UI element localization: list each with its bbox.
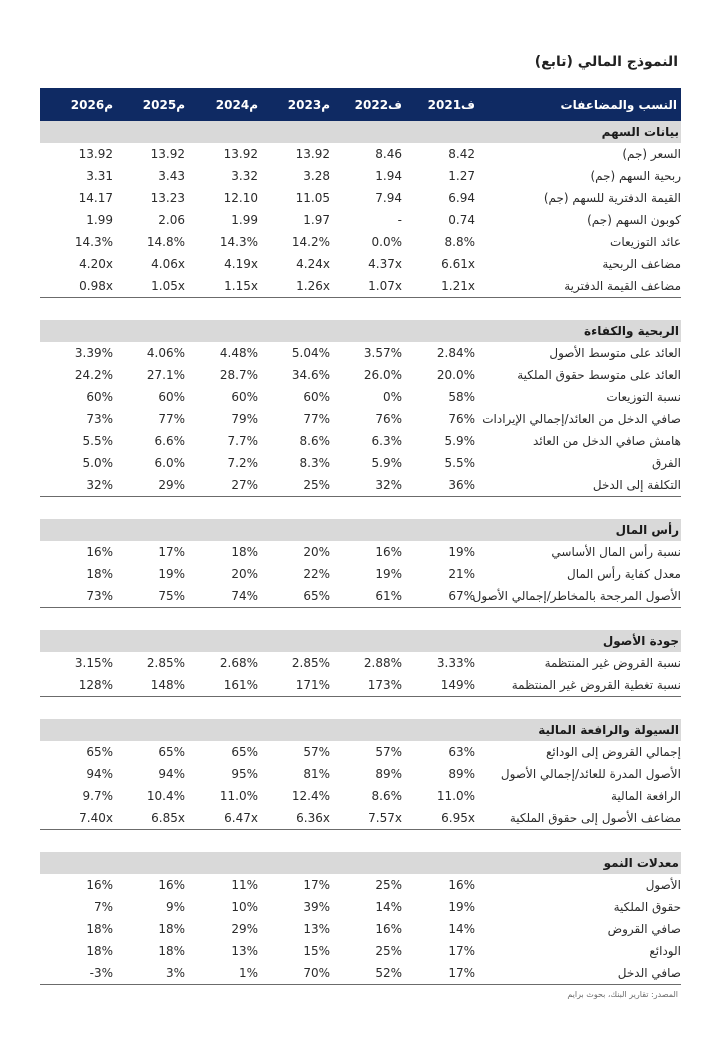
value-cell: 1.26x (296, 279, 330, 293)
table-body (40, 121, 681, 985)
value-cell: 32% (86, 478, 113, 492)
value-cell: 6.94 (448, 191, 475, 205)
value-cell: 79% (231, 412, 258, 426)
section-title-row (40, 852, 681, 874)
table-row (40, 430, 681, 452)
row-label: هامش صافي الدخل من العائد (533, 434, 681, 448)
section-title-row (40, 320, 681, 342)
table-row (40, 896, 681, 918)
table-row (40, 741, 681, 763)
table-row (40, 962, 681, 985)
row-label: نسبة التوزيعات (606, 390, 681, 404)
value-cell: 2.68% (219, 656, 258, 670)
value-cell: 4.06x (151, 257, 185, 271)
value-cell: 18% (158, 944, 185, 958)
section-spacer (40, 298, 681, 320)
value-cell: 1% (238, 966, 258, 980)
value-cell: 1.97 (303, 213, 330, 227)
row-label: القيمة الدفترية للسهم (جم) (543, 191, 681, 205)
value-cell: 7.7% (227, 434, 258, 448)
value-cell: 6.95x (441, 811, 475, 825)
value-cell: 14% (448, 922, 475, 936)
header-year: 2021ف (427, 97, 475, 112)
value-cell: 7.40x (79, 811, 113, 825)
value-cell: 73% (86, 589, 113, 603)
row-label: كوبون السهم (جم) (587, 213, 681, 227)
row-label: صافي الدخل (617, 966, 681, 980)
section-title-row (40, 121, 681, 143)
table-row (40, 253, 681, 275)
header-year: 2023م (287, 97, 330, 112)
value-cell: 12.4% (291, 789, 330, 803)
row-label: العائد على متوسط حقوق الملكية (517, 368, 681, 382)
value-cell: 6.6% (154, 434, 185, 448)
header-label: النسب والمضاعفات (560, 97, 677, 112)
value-cell: 6.61x (441, 257, 475, 271)
value-cell: 14.3% (219, 235, 258, 249)
value-cell: 0.0% (371, 235, 402, 249)
value-cell: 89% (448, 767, 475, 781)
value-cell: 13% (303, 922, 330, 936)
value-cell: 74% (231, 589, 258, 603)
value-cell: 7% (93, 900, 113, 914)
value-cell: -3% (89, 966, 113, 980)
value-cell: 8.6% (299, 434, 330, 448)
row-label: صافي الدخل من العائد/إجمالي الإيرادات (482, 412, 681, 426)
value-cell: 14.2% (291, 235, 330, 249)
value-cell: 17% (303, 878, 330, 892)
value-cell: 11% (231, 878, 258, 892)
row-label: الرافعة المالية (610, 789, 681, 803)
value-cell: 16% (375, 545, 402, 559)
value-cell: 173% (367, 678, 402, 692)
table-row (40, 364, 681, 386)
value-cell: - (397, 213, 402, 227)
value-cell: 3.28 (303, 169, 330, 183)
value-cell: 13.92 (150, 147, 185, 161)
value-cell: 16% (158, 878, 185, 892)
value-cell: 27% (231, 478, 258, 492)
value-cell: 13.92 (223, 147, 258, 161)
value-cell: 7.2% (227, 456, 258, 470)
value-cell: 27.1% (146, 368, 185, 382)
value-cell: 2.06 (158, 213, 185, 227)
value-cell: 58% (448, 390, 475, 404)
value-cell: 13% (231, 944, 258, 958)
value-cell: 5.5% (82, 434, 113, 448)
value-cell: 18% (86, 567, 113, 581)
header-year: 2026م (70, 97, 113, 112)
value-cell: 77% (303, 412, 330, 426)
section-title: رأس المال (615, 523, 679, 537)
value-cell: 76% (448, 412, 475, 426)
value-cell: 63% (448, 745, 475, 759)
value-cell: 12.10 (223, 191, 258, 205)
value-cell: 13.92 (295, 147, 330, 161)
value-cell: 1.94 (375, 169, 402, 183)
value-cell: 8.46 (375, 147, 402, 161)
table-row (40, 187, 681, 209)
row-label: الفرق (652, 456, 681, 470)
row-label: مضاعف القيمة الدفترية (564, 279, 681, 293)
row-label: السعر (جم) (622, 147, 681, 161)
value-cell: 13.23 (150, 191, 185, 205)
value-cell: 57% (303, 745, 330, 759)
value-cell: 19% (448, 545, 475, 559)
source-note: المصدر: تقارير البنك، بحوث برايم (567, 990, 678, 999)
row-label: معدل كفاية رأس المال (567, 567, 681, 581)
value-cell: 4.48% (219, 346, 258, 360)
value-cell: 89% (375, 767, 402, 781)
value-cell: 29% (231, 922, 258, 936)
value-cell: 34.6% (291, 368, 330, 382)
value-cell: 52% (375, 966, 402, 980)
table-row (40, 231, 681, 253)
value-cell: 0% (382, 390, 402, 404)
value-cell: 4.24x (296, 257, 330, 271)
value-cell: 65% (303, 589, 330, 603)
section-title: السيولة والرافعة المالية (538, 723, 679, 737)
section-title-row (40, 719, 681, 741)
value-cell: 4.19x (224, 257, 258, 271)
section-title: بيانات السهم (601, 125, 679, 139)
section-title: جودة الأصول (602, 634, 679, 648)
row-label: الأصول المرجحة بالمخاطر/إجمالي الأصول (472, 589, 681, 603)
value-cell: 73% (86, 412, 113, 426)
value-cell: 1.15x (224, 279, 258, 293)
value-cell: 2.84% (436, 346, 475, 360)
value-cell: 18% (86, 944, 113, 958)
value-cell: 18% (158, 922, 185, 936)
section-title: الربحية والكفاءة (583, 324, 679, 338)
row-label: صافي القروض (607, 922, 681, 936)
section-spacer (40, 830, 681, 852)
value-cell: 149% (440, 678, 475, 692)
row-label: مضاعف الأصول إلى حقوق الملكية (509, 811, 681, 825)
value-cell: 29% (158, 478, 185, 492)
value-cell: 32% (375, 478, 402, 492)
value-cell: 65% (231, 745, 258, 759)
row-label: العائد على متوسط الأصول (549, 346, 681, 360)
row-label: التكلفة إلى الدخل (592, 478, 681, 492)
row-label: حقوق الملكية (613, 900, 681, 914)
table-row (40, 807, 681, 830)
value-cell: 28.7% (219, 368, 258, 382)
value-cell: 6.3% (371, 434, 402, 448)
row-label: إجمالي القروض إلى الودائع (545, 745, 681, 759)
table-row (40, 785, 681, 807)
value-cell: 81% (303, 767, 330, 781)
table-row (40, 585, 681, 608)
value-cell: 60% (231, 390, 258, 404)
value-cell: 11.0% (436, 789, 475, 803)
table-row (40, 874, 681, 896)
value-cell: 14.8% (146, 235, 185, 249)
value-cell: 1.05x (151, 279, 185, 293)
value-cell: 4.20x (79, 257, 113, 271)
section-title: معدلات النمو (603, 856, 679, 870)
value-cell: 8.3% (299, 456, 330, 470)
value-cell: 61% (375, 589, 402, 603)
table-row (40, 474, 681, 497)
value-cell: 1.21x (441, 279, 475, 293)
value-cell: 3.39% (74, 346, 113, 360)
table-row (40, 918, 681, 940)
row-label: نسبة تغطية القروض غير المنتظمة (511, 678, 681, 692)
value-cell: 3.33% (436, 656, 475, 670)
value-cell: 17% (448, 944, 475, 958)
value-cell: 14.17 (78, 191, 113, 205)
value-cell: 25% (375, 878, 402, 892)
value-cell: 16% (86, 545, 113, 559)
value-cell: 95% (231, 767, 258, 781)
value-cell: 5.9% (444, 434, 475, 448)
value-cell: 22% (303, 567, 330, 581)
value-cell: 70% (303, 966, 330, 980)
value-cell: 15% (303, 944, 330, 958)
value-cell: 19% (375, 567, 402, 581)
value-cell: 39% (303, 900, 330, 914)
value-cell: 60% (86, 390, 113, 404)
value-cell: 4.37x (368, 257, 402, 271)
value-cell: 1.99 (231, 213, 258, 227)
value-cell: 4.06% (146, 346, 185, 360)
value-cell: 60% (158, 390, 185, 404)
table-row (40, 452, 681, 474)
value-cell: 20% (231, 567, 258, 581)
value-cell: 9.7% (82, 789, 113, 803)
section-title-row (40, 630, 681, 652)
value-cell: 1.07x (368, 279, 402, 293)
value-cell: 11.0% (219, 789, 258, 803)
value-cell: 75% (158, 589, 185, 603)
row-label: الأصول المدرة للعائد/إجمالي الأصول (500, 767, 681, 781)
table-row (40, 940, 681, 962)
table-row (40, 143, 681, 165)
table-row (40, 541, 681, 563)
value-cell: 10% (231, 900, 258, 914)
value-cell: 57% (375, 745, 402, 759)
value-cell: 26.0% (363, 368, 402, 382)
row-label: نسبة رأس المال الأساسي (551, 545, 681, 559)
value-cell: 0.74 (448, 213, 475, 227)
row-label: ربحية السهم (جم) (590, 169, 681, 183)
row-label: الأصول (645, 878, 681, 892)
table-row (40, 652, 681, 674)
value-cell: 9% (165, 900, 185, 914)
value-cell: 94% (158, 767, 185, 781)
value-cell: 8.8% (444, 235, 475, 249)
section-spacer (40, 608, 681, 630)
row-label: مضاعف الربحية (602, 257, 681, 271)
table-row (40, 763, 681, 785)
value-cell: 128% (78, 678, 113, 692)
value-cell: 3.57% (363, 346, 402, 360)
section-spacer (40, 697, 681, 719)
value-cell: 0.98x (79, 279, 113, 293)
value-cell: 16% (375, 922, 402, 936)
table-row (40, 563, 681, 585)
value-cell: 6.36x (296, 811, 330, 825)
value-cell: 21% (448, 567, 475, 581)
table-row (40, 408, 681, 430)
value-cell: 171% (295, 678, 330, 692)
value-cell: 6.47x (224, 811, 258, 825)
value-cell: 8.42 (448, 147, 475, 161)
value-cell: 5.04% (291, 346, 330, 360)
value-cell: 3.32 (231, 169, 258, 183)
table-row (40, 342, 681, 364)
value-cell: 20.0% (436, 368, 475, 382)
table-row (40, 674, 681, 697)
value-cell: 8.6% (371, 789, 402, 803)
value-cell: 148% (150, 678, 185, 692)
value-cell: 2.85% (146, 656, 185, 670)
value-cell: 17% (158, 545, 185, 559)
value-cell: 1.27 (448, 169, 475, 183)
value-cell: 3.43 (158, 169, 185, 183)
value-cell: 16% (448, 878, 475, 892)
table-row (40, 165, 681, 187)
value-cell: 161% (223, 678, 258, 692)
header-year: 2025م (142, 97, 185, 112)
section-title-row (40, 519, 681, 541)
value-cell: 19% (158, 567, 185, 581)
page-title: النموذج المالي (تابع) (534, 54, 678, 70)
value-cell: 2.85% (291, 656, 330, 670)
value-cell: 17% (448, 966, 475, 980)
value-cell: 13.92 (78, 147, 113, 161)
value-cell: 3.31 (86, 169, 113, 183)
ratios-table (40, 88, 681, 985)
header-year: 2022ف (354, 97, 402, 112)
value-cell: 2.88% (363, 656, 402, 670)
value-cell: 94% (86, 767, 113, 781)
table-header (40, 88, 681, 121)
table-row (40, 209, 681, 231)
value-cell: 14.3% (74, 235, 113, 249)
value-cell: 14% (375, 900, 402, 914)
value-cell: 24.2% (74, 368, 113, 382)
value-cell: 18% (231, 545, 258, 559)
value-cell: 5.0% (82, 456, 113, 470)
header-year: 2024م (215, 97, 258, 112)
value-cell: 5.9% (371, 456, 402, 470)
value-cell: 10.4% (146, 789, 185, 803)
value-cell: 19% (448, 900, 475, 914)
value-cell: 1.99 (86, 213, 113, 227)
value-cell: 16% (86, 878, 113, 892)
value-cell: 6.85x (151, 811, 185, 825)
value-cell: 6.0% (154, 456, 185, 470)
value-cell: 20% (303, 545, 330, 559)
value-cell: 60% (303, 390, 330, 404)
value-cell: 36% (448, 478, 475, 492)
value-cell: 65% (158, 745, 185, 759)
value-cell: 25% (375, 944, 402, 958)
value-cell: 76% (375, 412, 402, 426)
row-label: نسبة القروض غير المنتظمة (544, 656, 681, 670)
value-cell: 7.57x (368, 811, 402, 825)
value-cell: 65% (86, 745, 113, 759)
value-cell: 11.05 (295, 191, 330, 205)
value-cell: 25% (303, 478, 330, 492)
row-label: عائد التوزيعات (610, 235, 681, 249)
value-cell: 7.94 (375, 191, 402, 205)
row-label: الودائع (649, 944, 681, 958)
value-cell: 18% (86, 922, 113, 936)
section-spacer (40, 497, 681, 519)
value-cell: 3% (165, 966, 185, 980)
value-cell: 77% (158, 412, 185, 426)
table-row (40, 386, 681, 408)
table-row (40, 275, 681, 298)
value-cell: 3.15% (74, 656, 113, 670)
value-cell: 67% (448, 589, 475, 603)
value-cell: 5.5% (444, 456, 475, 470)
